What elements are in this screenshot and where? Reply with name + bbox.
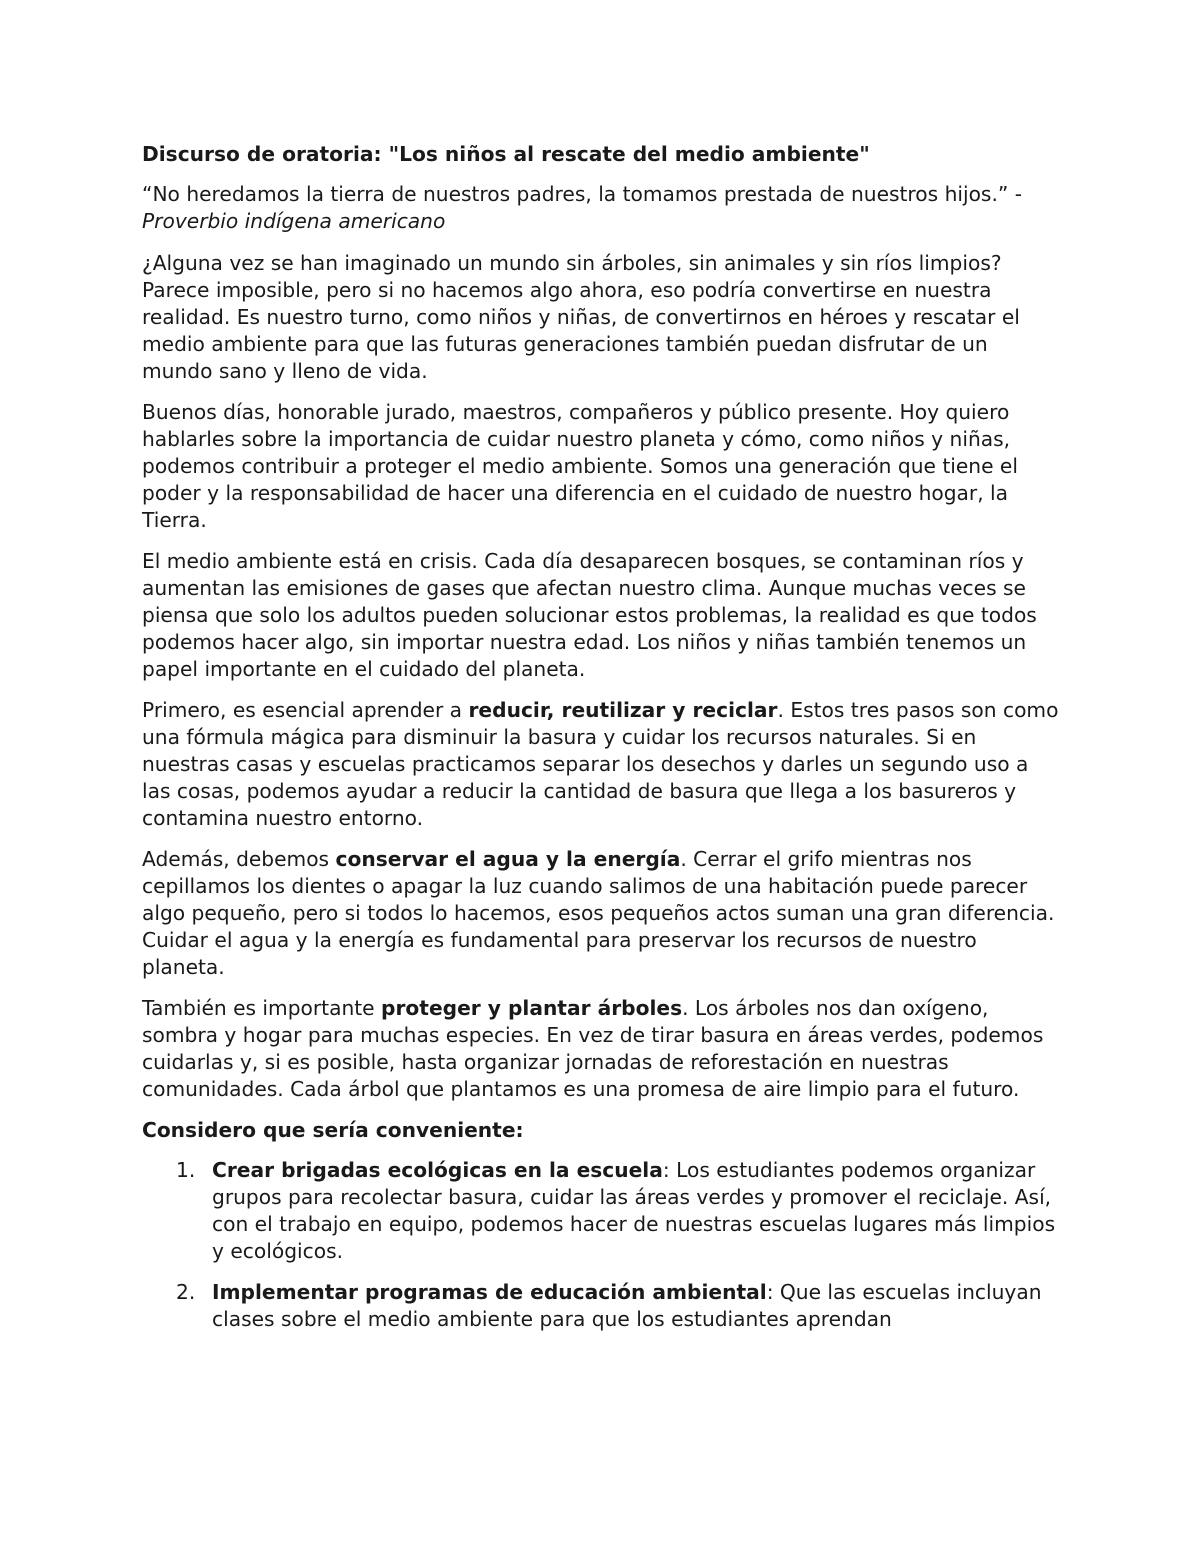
list-item-title: Crear brigadas ecológicas en la escuela [212,1158,663,1182]
paragraph-text: . Estos tres pasos son como una fórmula mágica para disminuir la basura y cuidar los recursos naturales. Si en nuestras casas y escuelas practicamos separar los desechos y darles un segundo uso a las cosas, podemos ayudar a reducir la cantidad de basura que llega a los basureros y contamina nuestro entorno. [142,698,1059,830]
quote-text: “No heredamos la tierra de nuestros padres, la tomamos prestada de nuestros hijos.” - [142,182,1023,206]
paragraph-crisis: El medio ambiente está en crisis. Cada día desaparecen bosques, se contaminan ríos y aumentan las emisiones de gases que afectan nuestro clima. Aunque muchas veces se piensa que solo los adultos pueden solucionar estos problemas, la realidad es que todos podemos hacer algo, sin importar nuestra edad. Los niños y niñas también tenemos un papel importante en el cuidado del planeta. [142,549,1037,681]
document-page [142,139,1062,1347]
paragraph-text: . Los árboles nos dan oxígeno, sombra y hogar para muchas especies. En vez de tirar basura en áreas verdes, podemos cuidarlas y, si es posible, hasta organizar jornadas de reforestación en nuestras comunidades. Cada árbol que plantamos es una promesa de aire limpio para el futuro. [142,996,1044,1101]
list-item-number: 1. [176,1158,196,1182]
paragraph-greeting: Buenos días, honorable jurado, maestros, compañeros y público presente. Hoy quiero hablarles sobre la importancia de cuidar nuestro planeta y cómo, como niños y niñas, podemos contribuir a proteger el medio ambiente. Somos una generación que tiene el poder y la responsabilidad de hacer una diferencia en el cuidado de nuestro hogar, la Tierra. [142,400,1018,532]
paragraph-water-energy [142,846,1062,981]
paragraph-intro: ¿Alguna vez se han imaginado un mundo sin árboles, sin animales y sin ríos limpios? Parece imposible, pero si no hacemos algo ahora, eso podría convertirse en nuestra realidad. Es nuestro turno, como niños y niñas, de convertirnos en héroes y rescatar el medio ambiente para que las futuras generaciones también puedan disfrutar de un mundo sano y lleno de vida. [142,251,1020,383]
epigraph-quote [142,181,1062,235]
paragraph-text: . Cerrar el grifo mientras nos cepillamos los dientes o apagar la luz cuando salimos de una habitación puede parecer algo pequeño, pero si todos lo hacemos, esos pequeños actos suman una gran diferencia. Cuidar el agua y la energía es fundamental para preservar los recursos de nuestro planeta. [142,847,1055,979]
list-item-text: : Los estudiantes podemos organizar grupos para recolectar basura, cuidar las áreas verdes y promover el reciclaje. Así, con el trabajo en equipo, podemos hacer de nuestras escuelas lugares más limpios y ecológicos. [212,1158,1056,1263]
list-item-number: 2. [176,1280,196,1304]
list-item-text: : Que las escuelas incluyan clases sobre el medio ambiente para que los estudiantes aprendan [212,1280,1042,1331]
list-item-title: Implementar programas de educación ambiental [212,1280,767,1304]
list-item [142,1157,1062,1265]
proposal-list [142,1157,1062,1333]
paragraph-emphasis: proteger y plantar árboles [381,996,683,1020]
paragraph-text: Primero, es esencial aprender a [142,698,469,722]
paragraph-text: También es importante [142,996,382,1020]
paragraph-text: Además, debemos [142,847,336,871]
paragraph-trees [142,995,1062,1103]
list-heading: Considero que sería conveniente: [142,1118,524,1142]
paragraph-emphasis: conservar el agua y la energía [335,847,681,871]
document-title: Discurso de oratoria: "Los niños al rescate del medio ambiente" [142,142,870,166]
paragraph-emphasis: reducir, reutilizar y reciclar [468,698,778,722]
list-item [142,1279,1062,1333]
paragraph-reduce-reuse-recycle [142,697,1062,832]
quote-source: Proverbio indígena americano [142,209,446,233]
